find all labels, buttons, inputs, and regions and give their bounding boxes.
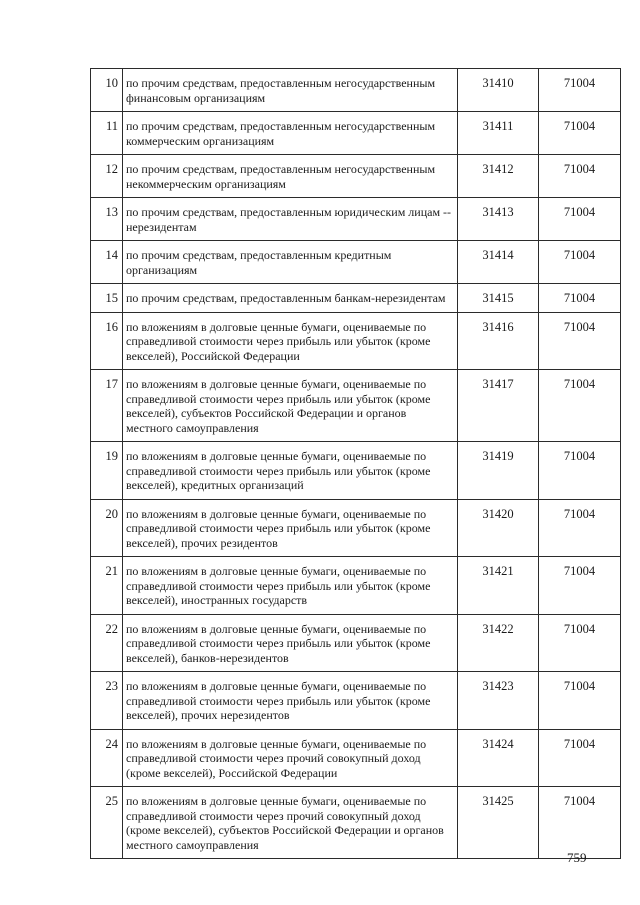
table-row — [91, 155, 621, 198]
table-row — [91, 442, 621, 500]
row-code: 31421 — [458, 557, 539, 615]
table-row — [91, 672, 621, 730]
row-number: 21 — [91, 557, 123, 615]
row-description: по прочим средствам, предоставленным негосударственным некоммерческим организациям — [123, 155, 458, 198]
row-description: по вложениям в долговые ценные бумаги, оцениваемые по справедливой стоимости через прочий совокупный доход (кроме векселей), Российской Федерации — [123, 729, 458, 787]
table-row — [91, 69, 621, 112]
row-code: 31420 — [458, 499, 539, 557]
row-code: 31410 — [458, 69, 539, 112]
row-description: по вложениям в долговые ценные бумаги, оцениваемые по справедливой стоимости через прибыль или убыток (кроме векселей), субъектов Российской Федерации и органов местного самоуправления — [123, 370, 458, 442]
row-symbol: 71004 — [539, 729, 621, 787]
row-description: по вложениям в долговые ценные бумаги, оцениваемые по справедливой стоимости через прибыль или убыток (кроме векселей), Российской Федерации — [123, 312, 458, 370]
row-symbol: 71004 — [539, 614, 621, 672]
table-row — [91, 112, 621, 155]
row-number: 12 — [91, 155, 123, 198]
row-symbol: 71004 — [539, 155, 621, 198]
row-number: 10 — [91, 69, 123, 112]
row-code: 31425 — [458, 787, 539, 859]
row-code: 31423 — [458, 672, 539, 730]
row-code: 31416 — [458, 312, 539, 370]
row-symbol: 71004 — [539, 672, 621, 730]
row-number: 19 — [91, 442, 123, 500]
row-symbol: 71004 — [539, 284, 621, 313]
row-number: 15 — [91, 284, 123, 313]
row-symbol: 71004 — [539, 370, 621, 442]
row-number: 23 — [91, 672, 123, 730]
row-symbol: 71004 — [539, 198, 621, 241]
row-number: 25 — [91, 787, 123, 859]
table-body — [91, 69, 621, 859]
row-symbol: 71004 — [539, 787, 621, 859]
table-row — [91, 499, 621, 557]
row-description: по прочим средствам, предоставленным юридическим лицам -- нерезидентам — [123, 198, 458, 241]
accounts-table — [90, 68, 621, 859]
row-code: 31412 — [458, 155, 539, 198]
table-row — [91, 614, 621, 672]
row-number: 11 — [91, 112, 123, 155]
row-symbol: 71004 — [539, 442, 621, 500]
row-description: по прочим средствам, предоставленным негосударственным коммерческим организациям — [123, 112, 458, 155]
table-row — [91, 284, 621, 313]
row-code: 31414 — [458, 241, 539, 284]
row-description: по прочим средствам, предоставленным банкам-нерезидентам — [123, 284, 458, 313]
table-row — [91, 198, 621, 241]
row-symbol: 71004 — [539, 499, 621, 557]
table-row — [91, 312, 621, 370]
row-symbol: 71004 — [539, 112, 621, 155]
row-code: 31419 — [458, 442, 539, 500]
table-row — [91, 729, 621, 787]
row-symbol: 71004 — [539, 69, 621, 112]
row-code: 31417 — [458, 370, 539, 442]
row-number: 16 — [91, 312, 123, 370]
row-number: 20 — [91, 499, 123, 557]
table-row — [91, 241, 621, 284]
row-description: по прочим средствам, предоставленным негосударственным финансовым организациям — [123, 69, 458, 112]
row-symbol: 71004 — [539, 312, 621, 370]
row-code: 31422 — [458, 614, 539, 672]
row-code: 31411 — [458, 112, 539, 155]
page-number: 759 — [567, 850, 587, 865]
row-code: 31424 — [458, 729, 539, 787]
row-description: по вложениям в долговые ценные бумаги, оцениваемые по справедливой стоимости через прибыль или убыток (кроме векселей), иностранных государств — [123, 557, 458, 615]
row-code: 31413 — [458, 198, 539, 241]
row-description: по вложениям в долговые ценные бумаги, оцениваемые по справедливой стоимости через прибыль или убыток (кроме векселей), кредитных организаций — [123, 442, 458, 500]
row-code: 31415 — [458, 284, 539, 313]
row-number: 24 — [91, 729, 123, 787]
row-number: 13 — [91, 198, 123, 241]
row-description: по вложениям в долговые ценные бумаги, оцениваемые по справедливой стоимости через прибыль или убыток (кроме векселей), прочих резидентов — [123, 499, 458, 557]
row-number: 14 — [91, 241, 123, 284]
row-description: по вложениям в долговые ценные бумаги, оцениваемые по справедливой стоимости через прибыль или убыток (кроме векселей), банков-нерезидентов — [123, 614, 458, 672]
row-symbol: 71004 — [539, 241, 621, 284]
row-description: по вложениям в долговые ценные бумаги, оцениваемые по справедливой стоимости через прибыль или убыток (кроме векселей), прочих нерезидентов — [123, 672, 458, 730]
row-description: по прочим средствам, предоставленным кредитным организациям — [123, 241, 458, 284]
row-description: по вложениям в долговые ценные бумаги, оцениваемые по справедливой стоимости через прочий совокупный доход (кроме векселей), субъектов Российской Федерации и органов местного самоуправления — [123, 787, 458, 859]
row-symbol: 71004 — [539, 557, 621, 615]
table-row — [91, 787, 621, 859]
table-row — [91, 370, 621, 442]
row-number: 22 — [91, 614, 123, 672]
table-row — [91, 557, 621, 615]
row-number: 17 — [91, 370, 123, 442]
